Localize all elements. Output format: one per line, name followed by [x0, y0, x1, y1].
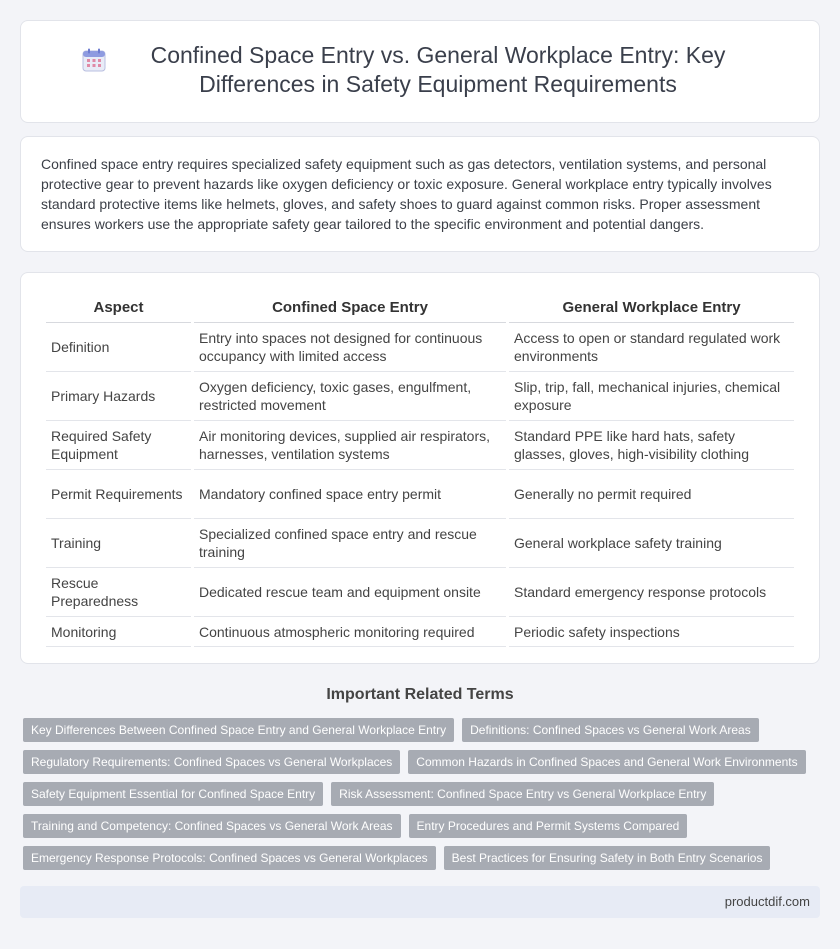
cell-confined: Mandatory confined space entry permit	[194, 470, 506, 519]
table-header-row	[46, 293, 794, 323]
cell-confined: Entry into spaces not designed for continuous occupancy with limited access	[194, 323, 506, 372]
cell-confined: Air monitoring devices, supplied air respirators, harnesses, ventilation systems	[194, 421, 506, 470]
cell-general: Standard PPE like hard hats, safety glasses, gloves, high-visibility clothing	[509, 421, 794, 470]
related-term-tag[interactable]: Definitions: Confined Spaces vs General Work Areas	[462, 718, 759, 742]
cell-general: Slip, trip, fall, mechanical injuries, chemical exposure	[509, 372, 794, 421]
table-row	[46, 372, 794, 421]
cell-aspect: Definition	[46, 323, 191, 372]
table-row	[46, 568, 794, 617]
related-term-tag[interactable]: Entry Procedures and Permit Systems Compared	[409, 814, 688, 838]
related-term-tag[interactable]: Risk Assessment: Confined Space Entry vs General Workplace Entry	[331, 782, 714, 806]
related-terms-heading: Important Related Terms	[326, 686, 514, 703]
cell-general: General workplace safety training	[509, 519, 794, 568]
title-card	[20, 20, 820, 123]
cell-confined: Dedicated rescue team and equipment onsite	[194, 568, 506, 617]
cell-confined: Oxygen deficiency, toxic gases, engulfment, restricted movement	[194, 372, 506, 421]
intro-card	[20, 136, 820, 252]
related-term-tag[interactable]: Common Hazards in Confined Spaces and General Work Environments	[408, 750, 805, 774]
table-row	[46, 617, 794, 647]
calendar-icon	[81, 47, 107, 73]
page-title: Confined Space Entry vs. General Workplace Entry: Key Differences in Safety Equipment Requirements	[150, 42, 726, 97]
cell-general: Standard emergency response protocols	[509, 568, 794, 617]
related-term-tag[interactable]: Regulatory Requirements: Confined Spaces vs General Workplaces	[23, 750, 400, 774]
footer-site-link[interactable]: productdif.com	[724, 894, 810, 909]
cell-confined: Specialized confined space entry and rescue training	[194, 519, 506, 568]
table-row	[46, 470, 794, 519]
header-confined-space: Confined Space Entry	[194, 293, 506, 323]
intro-paragraph: Confined space entry requires specialized safety equipment such as gas detectors, ventilation systems, and personal protective gear to prevent hazards like oxygen deficiency or toxic exposure. General workplace entry typically involves standard protective items like helmets, gloves, and safety shoes to guard against common risks. Proper assessment ensures workers use the appropriate safety gear tailored to the specific environment and potential dangers.	[41, 156, 772, 232]
related-term-tag[interactable]: Training and Competency: Confined Spaces vs General Work Areas	[23, 814, 401, 838]
cell-general: Generally no permit required	[509, 470, 794, 519]
related-terms-list	[23, 718, 813, 870]
cell-aspect: Primary Hazards	[46, 372, 191, 421]
header-aspect: Aspect	[46, 293, 191, 323]
related-term-tag[interactable]: Best Practices for Ensuring Safety in Both Entry Scenarios	[444, 846, 771, 870]
cell-aspect: Monitoring	[46, 617, 191, 647]
cell-general: Access to open or standard regulated work environments	[509, 323, 794, 372]
comparison-table	[43, 293, 797, 647]
comparison-table-card	[20, 272, 820, 664]
table-row	[46, 421, 794, 470]
cell-aspect: Required Safety Equipment	[46, 421, 191, 470]
header-general-workplace: General Workplace Entry	[509, 293, 794, 323]
cell-general: Periodic safety inspections	[509, 617, 794, 647]
footer	[20, 886, 820, 918]
cell-confined: Continuous atmospheric monitoring required	[194, 617, 506, 647]
cell-aspect: Permit Requirements	[46, 470, 191, 519]
related-term-tag[interactable]: Emergency Response Protocols: Confined Spaces vs General Workplaces	[23, 846, 436, 870]
table-row	[46, 519, 794, 568]
cell-aspect: Rescue Preparedness	[46, 568, 191, 617]
table-row	[46, 323, 794, 372]
related-term-tag[interactable]: Key Differences Between Confined Space Entry and General Workplace Entry	[23, 718, 454, 742]
related-term-tag[interactable]: Safety Equipment Essential for Confined Space Entry	[23, 782, 323, 806]
cell-aspect: Training	[46, 519, 191, 568]
